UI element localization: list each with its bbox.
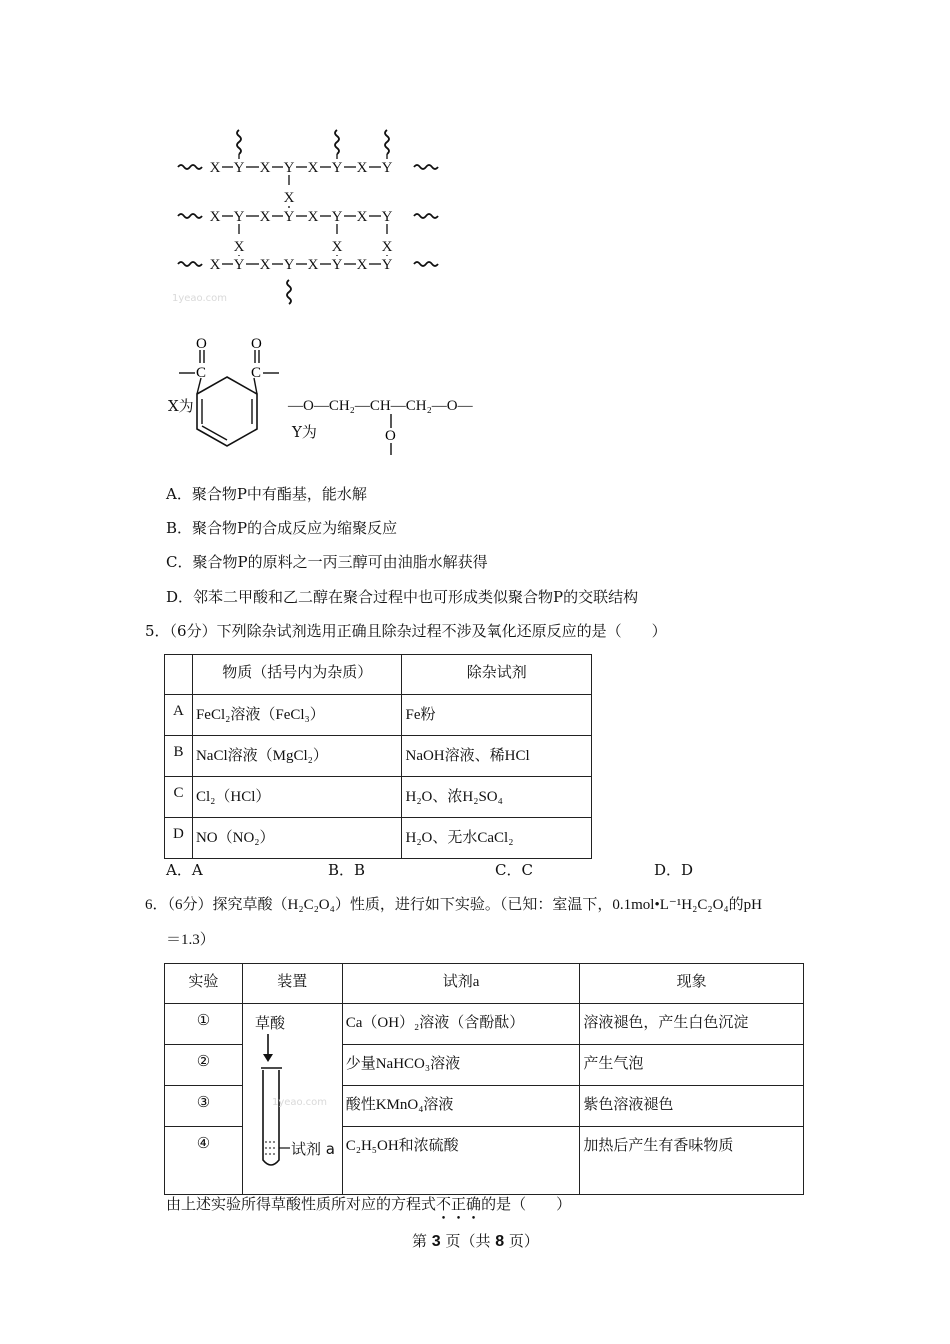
- watermark: 1yeao.com: [272, 1097, 328, 1108]
- wavy-pendant-bottom: [287, 280, 291, 304]
- polymer-unit-x: X: [209, 257, 221, 273]
- q6-header-phenomenon: 现象: [580, 964, 804, 1004]
- q4-option-a[interactable]: A．聚合物P中有酯基，能水解: [166, 485, 367, 503]
- q6-followup: [166, 1194, 571, 1214]
- q5-row-substance: Cl₂（HCl）: [192, 777, 402, 818]
- q6-row-id: ②: [165, 1045, 243, 1086]
- wavy-bond-right: [414, 262, 438, 266]
- polymer-unit-y: Y: [381, 257, 393, 273]
- q5-table: [164, 654, 592, 859]
- q5-row-reagent: NaOH溶液、稀HCl: [402, 736, 592, 777]
- emphasis-char: 正: [451, 1195, 467, 1213]
- polymer-unit-x: X: [209, 209, 221, 225]
- q5-row-reagent: Fe粉: [402, 695, 592, 736]
- q4-option-b[interactable]: B．聚合物P的合成反应为缩聚反应: [166, 519, 398, 537]
- q6-row-phenomenon: 产生气泡: [580, 1045, 804, 1086]
- q6-header-reagent: 试剂a: [342, 964, 580, 1004]
- wavy-bond-left: [178, 262, 202, 266]
- q5-row-label: A: [165, 695, 193, 736]
- wavy-pendant-top: [335, 130, 339, 154]
- polymer-unit-x: X: [259, 257, 271, 273]
- q6-followup-emphasis: [436, 1195, 481, 1213]
- q6-stem-line1: 6．（6分）探究草酸（H₂C₂O₄）性质，进行如下实验。（已知：室温下，0.1mol•L⁻¹H₂C₂O₄的pH: [145, 897, 762, 913]
- q6-followup-c: 的是（ ）: [481, 1195, 572, 1213]
- emphasis-char: 确: [466, 1195, 482, 1213]
- q6-row-phenomenon: 紫色溶液褪色: [580, 1086, 804, 1127]
- polymer-unit-y: Y: [233, 257, 245, 273]
- polymer-unit-y: Y: [233, 209, 245, 225]
- wavy-bond-left: [178, 165, 202, 169]
- polymer-unit-x: X: [356, 257, 368, 273]
- wavy-pendant-top: [385, 130, 389, 154]
- x-label: X为: [168, 397, 194, 415]
- svg-text:C: C: [196, 365, 207, 381]
- footer-mid: 页（共: [440, 1232, 496, 1250]
- wavy-bond-left: [178, 214, 202, 218]
- q5-header-reagent: 除杂试剂: [402, 655, 592, 695]
- q5-row-label: C: [165, 777, 193, 818]
- q5-row-substance: NaCl溶液（MgCl₂）: [192, 736, 402, 777]
- q5-stem: 5．（6分）下列除杂试剂选用正确且除杂过程不涉及氧化还原反应的是（ ）: [145, 622, 667, 640]
- q6-row-phenomenon: 溶液褪色，产生白色沉淀: [580, 1004, 804, 1045]
- q5-choice-c[interactable]: C．C: [495, 861, 533, 879]
- table-row: [165, 818, 592, 859]
- polymer-unit-x: X: [209, 160, 221, 176]
- q6-row-reagent: 酸性KMnO₄溶液: [342, 1086, 580, 1127]
- wavy-pendant-top: [237, 130, 241, 154]
- polymer-unit-y: Y: [331, 160, 343, 176]
- polymer-unit-x: X: [307, 257, 319, 273]
- polymer-unit-x: X: [356, 209, 368, 225]
- polymer-unit-y: Y: [283, 257, 295, 273]
- q6-stem-line2: ＝1.3）: [166, 932, 215, 948]
- q6-header-row: [165, 964, 804, 1004]
- polymer-unit-x: X: [307, 209, 319, 225]
- page-footer: [412, 1231, 539, 1252]
- table-row: [165, 695, 592, 736]
- svg-text:O: O: [196, 336, 207, 352]
- footer-post: 页）: [504, 1232, 539, 1250]
- polymer-unit-y: Y: [381, 160, 393, 176]
- q5-row-label: D: [165, 818, 193, 859]
- polymer-unit-y: Y: [381, 209, 393, 225]
- wavy-bond-right: [414, 165, 438, 169]
- q6-header-apparatus: 装置: [242, 964, 342, 1004]
- q4-option-d[interactable]: D．邻苯二甲酸和乙二醇在聚合过程中也可形成类似聚合物P的交联结构: [166, 588, 639, 606]
- q5-header-blank: [165, 655, 193, 695]
- q6-row-reagent: 少量NaHCO₃溶液: [342, 1045, 580, 1086]
- xy-structure-figure: [165, 330, 510, 460]
- polymer-unit-y: Y: [233, 160, 245, 176]
- q5-row-reagent: H₂O、无水CaCl₂: [402, 818, 592, 859]
- polymer-unit-x: X: [307, 160, 319, 176]
- q5-row-reagent: H₂O、浓H₂SO₄: [402, 777, 592, 818]
- table-row: [165, 777, 592, 818]
- polymer-unit-y: Y: [283, 209, 295, 225]
- q5-choice-d[interactable]: D．D: [654, 861, 694, 879]
- y-structure: —O—CH₂—CH—CH₂—O—: [288, 398, 473, 414]
- wavy-bond-right: [414, 214, 438, 218]
- q6-row-id: ①: [165, 1004, 243, 1045]
- q5-choice-a[interactable]: A．A: [166, 861, 203, 879]
- q5-header-substance: 物质（括号内为杂质）: [192, 655, 402, 695]
- q5-row-substance: FeCl₂溶液（FeCl₃）: [192, 695, 402, 736]
- emphasis-char: 不: [436, 1195, 452, 1213]
- page-number: 3: [431, 1233, 441, 1250]
- q6-row-reagent: Ca（OH）₂溶液（含酚酞）: [342, 1004, 580, 1045]
- q4-option-c[interactable]: C．聚合物P的原料之一丙三醇可由油脂水解获得: [166, 553, 488, 571]
- crosslink-x: X: [283, 190, 295, 206]
- q6-header-exp: 实验: [165, 964, 243, 1004]
- svg-text:O: O: [251, 336, 262, 352]
- page-total: 8: [495, 1233, 505, 1250]
- footer-pre: 第: [412, 1232, 432, 1250]
- crosslink-x: X: [331, 239, 343, 255]
- q6-row-id: ④: [165, 1127, 243, 1195]
- watermark: 1yeao.com: [172, 293, 228, 304]
- polymer-unit-x: X: [356, 160, 368, 176]
- q5-choice-b[interactable]: B．B: [328, 861, 366, 879]
- table-row: [165, 736, 592, 777]
- crosslink-x: X: [233, 239, 245, 255]
- q5-row-label: B: [165, 736, 193, 777]
- q5-header-row: [165, 655, 592, 695]
- polymer-unit-x: X: [259, 209, 271, 225]
- apparatus-top-label: 草酸: [255, 1014, 286, 1032]
- polymer-network-figure: [170, 122, 450, 312]
- svg-text:O: O: [385, 428, 396, 444]
- apparatus-side-label: 试剂 a: [291, 1140, 335, 1158]
- polymer-unit-y: Y: [331, 209, 343, 225]
- y-label: Y为: [292, 423, 317, 441]
- crosslink-x: X: [381, 239, 393, 255]
- polymer-unit-y: Y: [283, 160, 295, 176]
- polymer-unit-x: X: [259, 160, 271, 176]
- q6-row-id: ③: [165, 1086, 243, 1127]
- svg-text:C: C: [251, 365, 262, 381]
- q5-row-substance: NO（NO₂）: [192, 818, 402, 859]
- q6-row-phenomenon: 加热后产生有香味物质: [580, 1127, 804, 1195]
- polymer-unit-y: Y: [331, 257, 343, 273]
- q6-row-reagent: C₂H₅OH和浓硫酸: [342, 1127, 580, 1195]
- q6-followup-a: 由上述实验所得草酸性质所对应的方程式: [166, 1195, 437, 1213]
